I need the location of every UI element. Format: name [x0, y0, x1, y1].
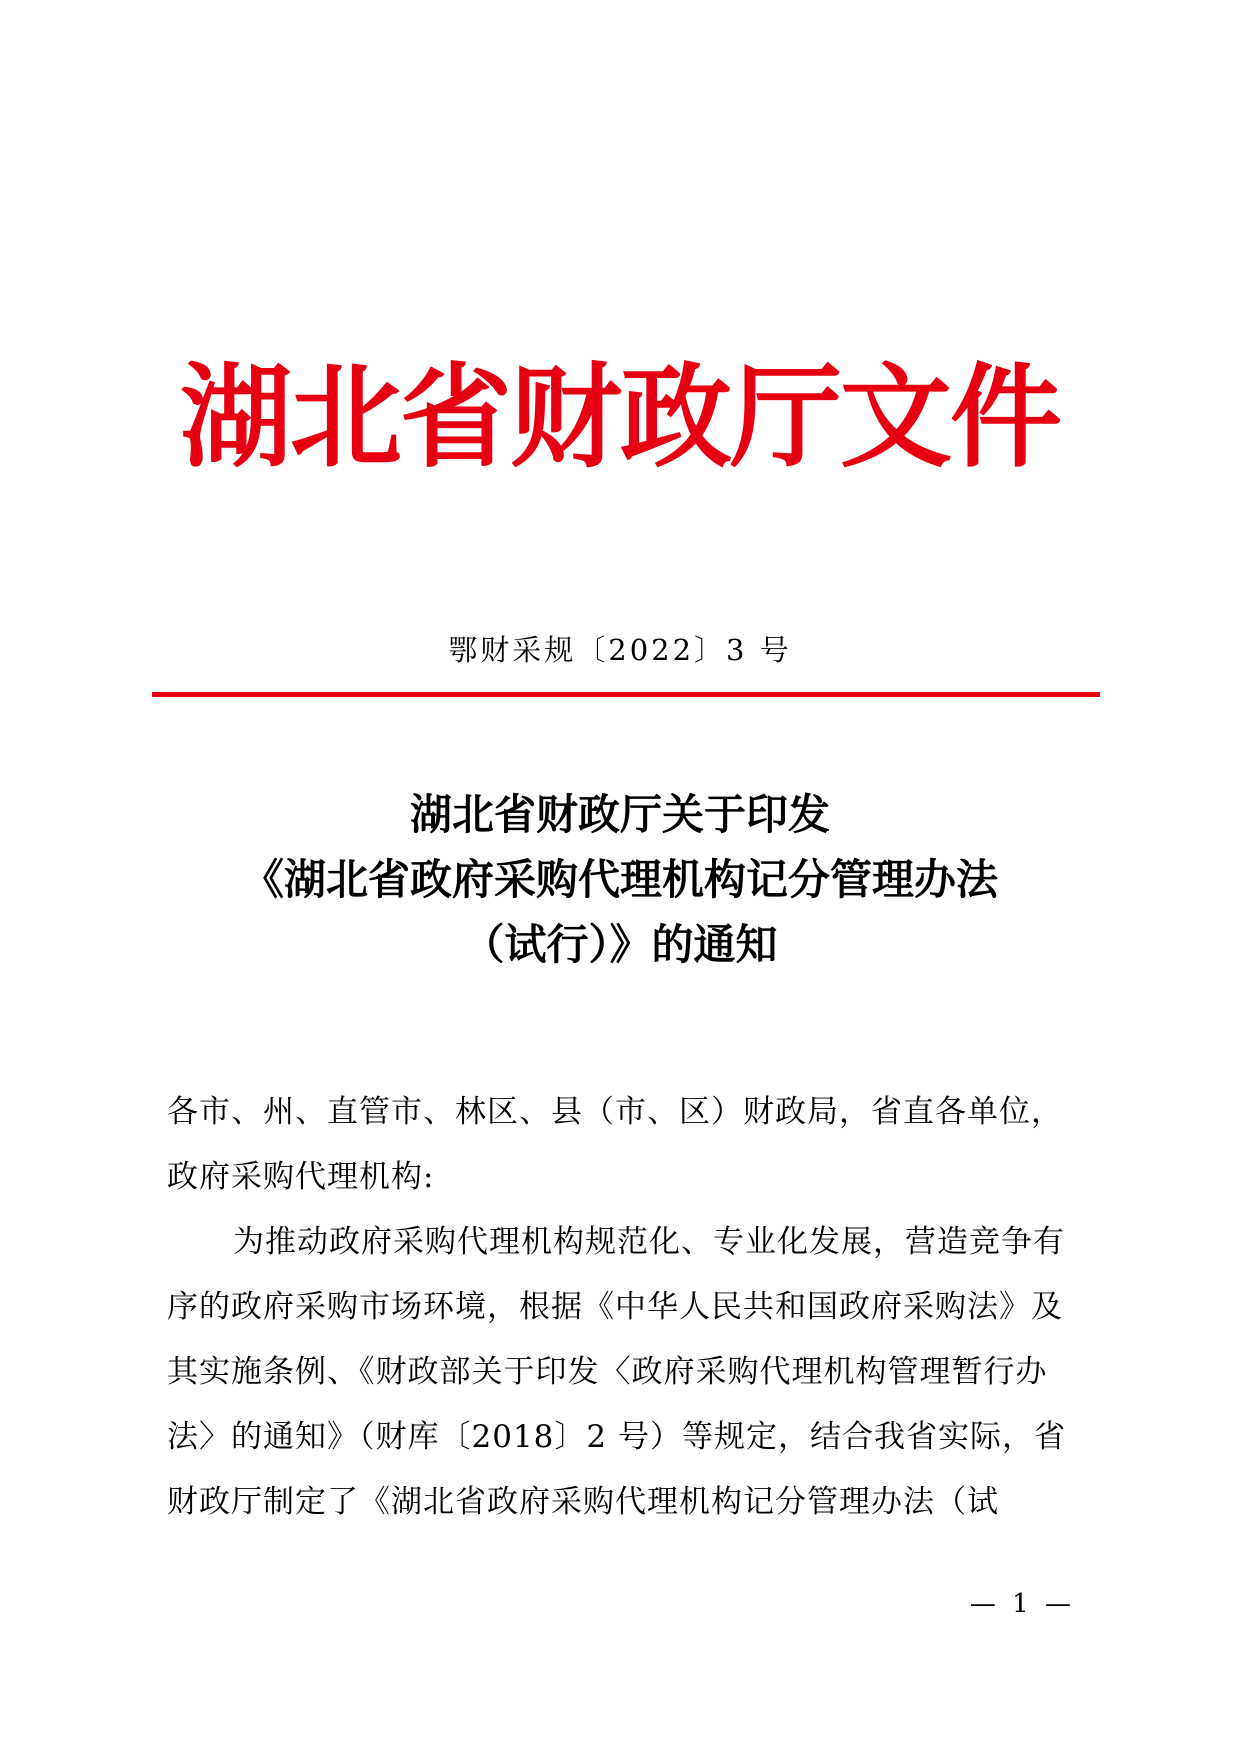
addressee-line-2: 政府采购代理机构: — [167, 1159, 435, 1195]
red-header-title: 湖北省财政厅文件 — [180, 352, 1060, 483]
notice-title-line-3: （试行）》的通知 — [462, 920, 778, 969]
page-number: — 1 — — [969, 1589, 1075, 1619]
paragraph-line-4: 法〉的通知》（财库〔2018〕2 号）等规定，结合我省实际，省 — [167, 1419, 1066, 1455]
paragraph-line-2: 序的政府采购市场环境，根据《中华人民共和国政府采购法》及 — [167, 1289, 1063, 1325]
paragraph-line-1: 为推动政府采购代理机构规范化、专业化发展，营造竞争有 — [233, 1224, 1065, 1260]
red-separator-line — [152, 692, 1100, 697]
notice-title-line-2: 《湖北省政府采购代理机构记分管理办法 — [241, 855, 998, 904]
paragraph-line-5: 财政厅制定了《湖北省政府采购代理机构记分管理办法（试 — [167, 1484, 999, 1520]
body-text — [167, 1080, 1072, 1535]
document-number: 鄂财采规〔2022〕3 号 — [448, 633, 792, 667]
addressee-line-1: 各市、州、直管市、林区、县（市、区）财政局，省直各单位， — [167, 1094, 1063, 1130]
notice-title-line-1: 湖北省财政厅关于印发 — [409, 790, 830, 839]
paragraph-line-3: 其实施条例、《财政部关于印发〈政府采购代理机构管理暂行办 — [167, 1354, 1048, 1390]
notice-title — [0, 782, 1240, 977]
